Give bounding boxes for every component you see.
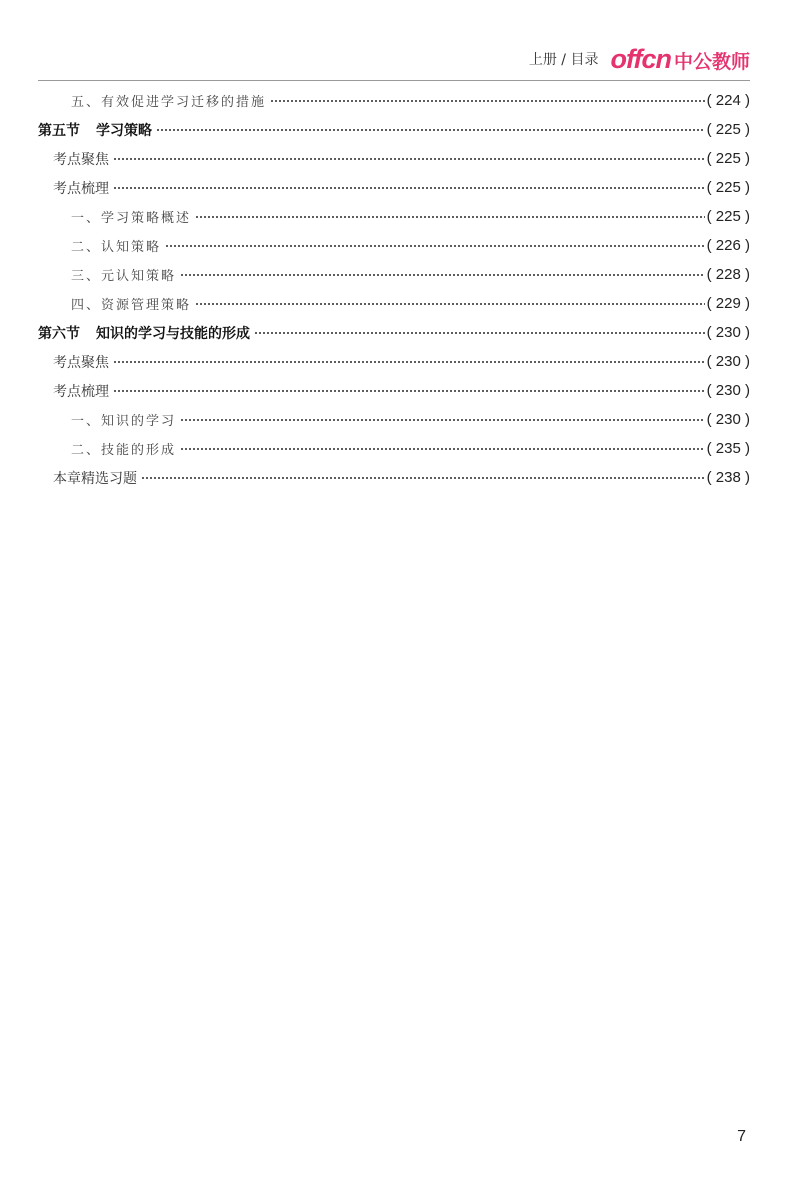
toc-entry[interactable] (0, 260, 790, 289)
toc-entry-title: 四、资源管理策略 (71, 298, 192, 313)
toc-page-ref: ( 226 ) (706, 237, 750, 254)
toc-entry[interactable] (0, 405, 790, 434)
dot-leader (195, 210, 705, 224)
toc-page-ref: ( 228 ) (706, 266, 750, 283)
toc-section-title: 知识的学习与技能的形成 (96, 325, 250, 342)
toc-page-ref: ( 229 ) (706, 295, 750, 312)
dot-leader (141, 471, 705, 485)
toc-page-ref: ( 238 ) (706, 469, 750, 486)
toc-section-number: 第六节 (38, 325, 80, 342)
toc-entry-title: 三、元认知策略 (71, 269, 177, 284)
dot-leader (113, 152, 705, 166)
toc-entry-title: 一、知识的学习 (71, 414, 177, 429)
page-header (529, 44, 750, 74)
header-divider (38, 80, 750, 81)
toc-entry-title: 二、认知策略 (71, 240, 162, 255)
dot-leader (180, 442, 705, 456)
toc-entry-title: 一、学习策略概述 (71, 211, 192, 226)
toc-page-ref: ( 225 ) (706, 150, 750, 167)
toc-entry-title: 考点梳理 (53, 180, 109, 197)
toc-entry[interactable] (0, 173, 790, 202)
toc-entry[interactable] (0, 289, 790, 318)
toc-page-ref: ( 225 ) (706, 208, 750, 225)
logo-latin-text: offcn (610, 43, 671, 74)
dot-leader (270, 94, 705, 108)
toc-page-ref: ( 224 ) (706, 92, 750, 109)
toc-page-ref: ( 230 ) (706, 324, 750, 341)
dot-leader (180, 268, 705, 282)
toc-page-ref: ( 230 ) (706, 382, 750, 399)
dot-leader (254, 326, 705, 340)
dot-leader (113, 355, 705, 369)
dot-leader (113, 181, 705, 195)
toc-page-ref: ( 225 ) (706, 179, 750, 196)
toc-entry[interactable] (0, 231, 790, 260)
dot-leader (180, 413, 705, 427)
toc-entry-title: 二、技能的形成 (71, 443, 177, 458)
header-breadcrumb: 上册 / 目录 (528, 52, 599, 68)
logo-cjk-text: 中公教师 (673, 50, 750, 73)
toc-page-ref: ( 225 ) (706, 121, 750, 138)
dot-leader (156, 123, 705, 137)
toc-section-title: 学习策略 (96, 122, 152, 139)
toc-entry[interactable] (0, 86, 790, 115)
toc-entry[interactable] (0, 347, 790, 376)
offcn-logo (610, 44, 750, 75)
toc-section-heading[interactable] (0, 318, 790, 347)
toc-section-heading[interactable] (0, 115, 790, 144)
toc-entry[interactable] (0, 376, 790, 405)
toc-entry[interactable] (0, 144, 790, 173)
toc-page-ref: ( 230 ) (706, 411, 750, 428)
toc-entry[interactable] (0, 463, 790, 492)
page-number: 7 (737, 1128, 746, 1145)
toc-page-ref: ( 235 ) (706, 440, 750, 457)
toc-section-number: 第五节 (38, 122, 80, 139)
toc-entry[interactable] (0, 434, 790, 463)
toc-entry-title: 考点聚焦 (53, 151, 109, 168)
toc-entry-title: 本章精选习题 (53, 470, 137, 487)
toc-entry-title: 考点聚焦 (53, 354, 109, 371)
toc-entry-title: 考点梳理 (53, 383, 109, 400)
dot-leader (165, 239, 705, 253)
dot-leader (195, 297, 705, 311)
toc-page-ref: ( 230 ) (706, 353, 750, 370)
toc-entry[interactable] (0, 202, 790, 231)
toc-entry-title: 五、有效促进学习迁移的措施 (71, 95, 267, 110)
table-of-contents (0, 86, 790, 492)
dot-leader (113, 384, 705, 398)
